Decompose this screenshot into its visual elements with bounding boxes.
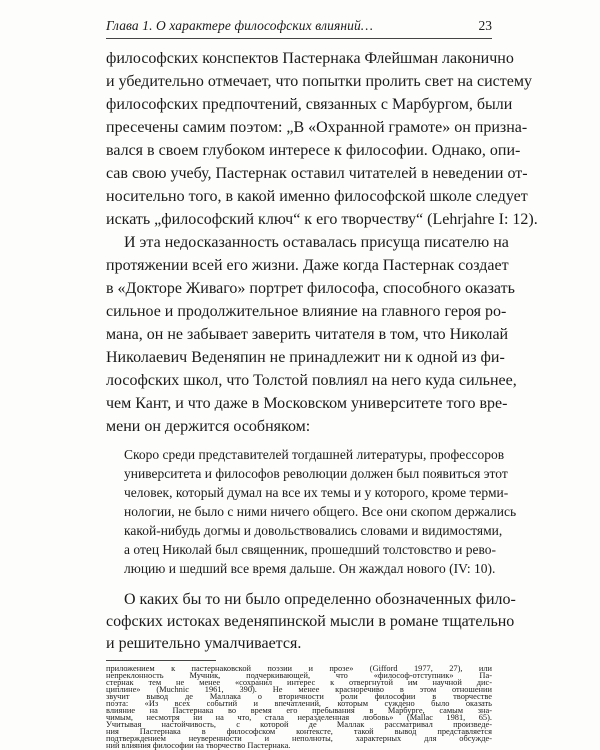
paragraph-line: протяжении всей его жизни. Даже когда Пастернак создает xyxy=(106,257,509,274)
paragraph-line: мана, он не забывает заверить читателя в том, что Николай xyxy=(106,326,509,343)
footnote-line: чимым, несмотря ни на что, стала неразделенная любовь» (Mallac 1981, 65). xyxy=(106,713,492,722)
quote-line: люцию и шедший все время дальше. Он жаждал нового (IV: 10). xyxy=(124,561,496,576)
paragraph-line: Николаевич Веденяпин не принадлежит ни к одной из фи- xyxy=(106,349,505,366)
paragraph-line: и убедительно отмечает, что попытки пролить свет на систему xyxy=(106,73,532,90)
footnote-line: ний влияния философии на творчество Пастернака. xyxy=(106,741,291,750)
footnote-line: подтверждением неуверенности и неполноты, характерных для обсужде- xyxy=(106,734,492,743)
footnote-line: звучит вывод де Маллака о вторичности роли философии в творчестве xyxy=(106,692,492,701)
paragraph-line: софских истоках веденяпинской мысли в романе тщательно xyxy=(106,613,515,630)
footnote-line: Учитывая настойчивость, с которой де Маллак рассматривал произведе- xyxy=(106,720,492,729)
quote-line: Скоро среди представителей тогдашней литературы, профессоров xyxy=(124,447,505,462)
quote-line: какой-нибудь догмы и довольствовались словами и видимостями, xyxy=(124,523,503,538)
paragraph-line: сильное и продолжительное влияние на главного героя ро- xyxy=(106,303,507,320)
quote-line: университета и философов революции должен был появиться этот xyxy=(124,466,508,481)
paragraph-line: искать „философский ключ“ к его творчеству“ (Lehrjahre I: 12). xyxy=(106,211,538,228)
footnote-line: влияние на Пастернака во время его пребывания в Марбурге, самым зна- xyxy=(106,706,492,715)
footnote-line: поэта: «Из всех событий и впечатлений, которым суждено было оказать xyxy=(106,699,492,708)
paragraph-line: вался в своем глубоком интересе к философии. Однако, опи- xyxy=(106,142,521,159)
paragraph-line: в «Докторе Живаго» портрет философа, способного оказать xyxy=(106,280,515,297)
quote-line: нологии, не было с ними ничего общего. Все они скопом держались xyxy=(124,504,517,519)
quote-line: человек, который думал на все их темы и у которого, кроме терми- xyxy=(124,485,509,500)
running-header xyxy=(106,16,492,36)
footnote-line: стернак тем не менее «сохранил интерес к отвергнутой им научной дис- xyxy=(106,678,492,687)
footnote-line: циплине» (Muchnic 1961, 390). Не менее красноречиво в этом отношении xyxy=(106,685,492,694)
paragraph-line: сав свою учебу, Пастернак оставил читателей в неведении от- xyxy=(106,165,528,182)
quote-line: а отец Николай был священник, прошедший толстовство и рево- xyxy=(124,542,496,557)
page-number: 23 xyxy=(478,18,492,33)
footnote-line: непреклонность Мучник, подчеркивающей, что «философ-отступник» Па- xyxy=(106,671,492,680)
paragraph-line: философских предпочтений, связанных с Марбургом, были xyxy=(106,96,513,113)
paragraph-line: философских конспектов Пастернака Флейшман лаконично xyxy=(106,50,514,67)
paragraph-line: чем Кант, и что даже в Московском университете того вре- xyxy=(106,395,508,412)
footnote-line: ния Пастернака в философском контексте, такой вывод представляется xyxy=(106,727,492,736)
paragraph-line: лософских школ, что Толстой повлиял на него куда сильнее, xyxy=(106,372,517,389)
paragraph-line: пресечены самим поэтом: „В «Охранной грамоте» он призна- xyxy=(106,119,528,136)
paragraph-line: и решительно умалчивается. xyxy=(106,635,302,652)
chapter-title: Глава 1. О характере философских влияний… xyxy=(106,18,373,33)
header-rule xyxy=(106,38,492,39)
paragraph-line: мени он держится особняком: xyxy=(106,418,311,435)
paragraph-line: И эта недосказанность оставалась присуща писателю на xyxy=(124,234,509,251)
footnote-rule xyxy=(106,660,216,661)
paragraph-line: О каких бы то ни было определенно обозначенных фило- xyxy=(124,591,516,608)
footnote-line: приложением к пастернаковской поэзии и прозе» (Gifford 1977, 27), или xyxy=(106,664,492,673)
paragraph-line: носительно того, в какой именно философской школе следует xyxy=(106,188,528,205)
